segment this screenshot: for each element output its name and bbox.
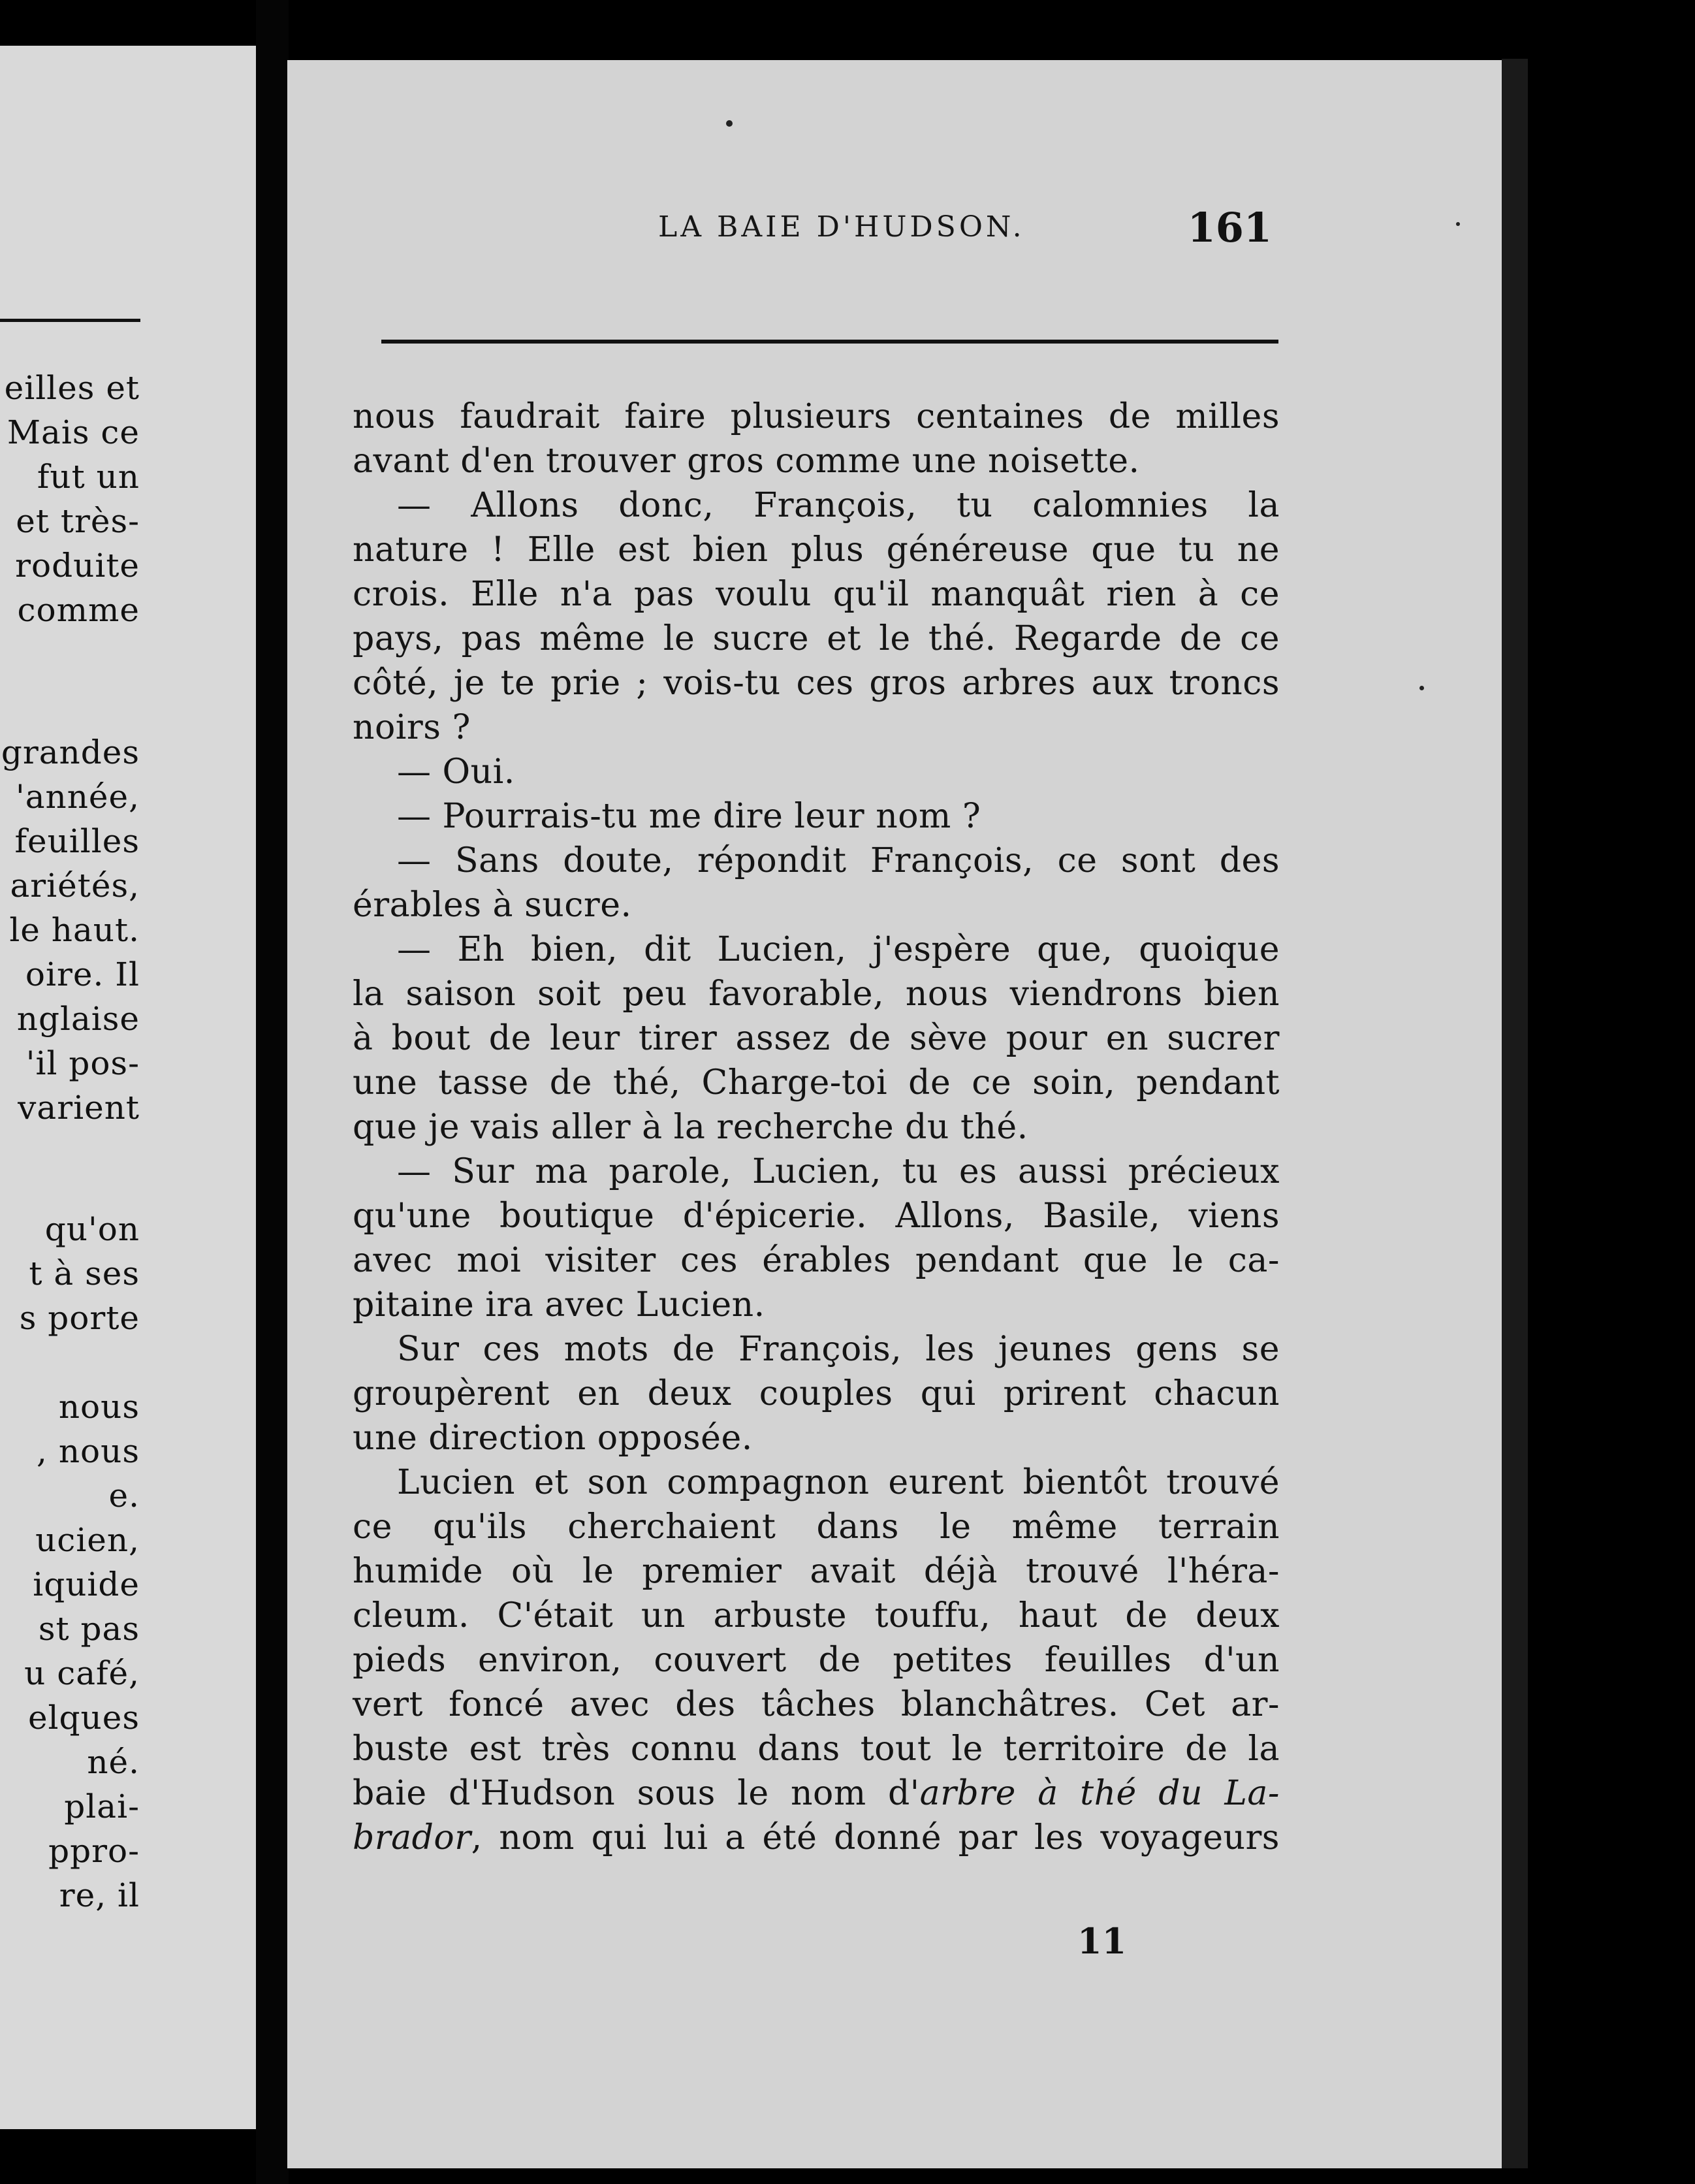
text-line: pieds environ, couvert de petites feuilles d'un [353, 1641, 1280, 1680]
scan-speck [1456, 222, 1460, 226]
previous-page-line: plai- [64, 1788, 140, 1825]
previous-page-line: comme [17, 591, 140, 629]
text-line: une tasse de thé, Charge-toi de ce soin, pendant [353, 1063, 1280, 1102]
previous-page-line: oire. Il [25, 956, 140, 993]
text-line: pitaine ira avec Lucien. [353, 1285, 765, 1325]
text-line: la saison soit peu favorable, nous viendrons bien [353, 974, 1280, 1014]
previous-page-line: qu'on [44, 1210, 140, 1248]
text-line: à bout de leur tirer assez de sève pour en sucrer [353, 1019, 1280, 1058]
previous-page-line: ppro- [48, 1832, 140, 1870]
text-line: groupèrent en deux couples qui prirent chacun [353, 1374, 1280, 1413]
book-gutter [256, 0, 289, 2184]
text-line: Lucien et son compagnon eurent bientôt trouvé [397, 1463, 1280, 1502]
text-line: vert foncé avec des tâches blanchâtres. Cet ar- [353, 1685, 1280, 1724]
text-line: — Eh bien, dit Lucien, j'espère que, quoique [397, 930, 1280, 969]
text-run: baie d'Hudson sous le nom d' [353, 1774, 920, 1813]
text-line [353, 1771, 1280, 1816]
text-line: nature ! Elle est bien plus généreuse que tu ne [353, 530, 1280, 570]
previous-page-line: t à ses [29, 1255, 140, 1293]
scan-speck [726, 120, 733, 127]
text-line: qu'une boutique d'épicerie. Allons, Basile, viens [353, 1196, 1280, 1236]
italic-phrase: arbre à thé du La- [919, 1774, 1280, 1813]
previous-page-line: et très- [16, 502, 140, 540]
previous-page-line: eilles et [4, 369, 140, 407]
previous-page-line: , nous [37, 1432, 140, 1470]
previous-page-line: fut un [37, 458, 140, 496]
text-run: , nom qui lui a été donné par les voyageurs [471, 1818, 1280, 1857]
previous-page-line: iquide [33, 1566, 140, 1603]
text-line: — Oui. [397, 752, 515, 792]
previous-page-line: Mais ce [7, 413, 140, 451]
scan-speck [1419, 686, 1424, 690]
page-edge-shadow [1502, 59, 1528, 2168]
previous-page-line: u café, [24, 1654, 140, 1692]
text-line: humide où le premier avait déjà trouvé l'héra- [353, 1552, 1280, 1591]
previous-page-line: s porte [19, 1299, 140, 1337]
page-number: 161 [1187, 204, 1272, 251]
text-line: avec moi visiter ces érables pendant que le ca- [353, 1241, 1280, 1280]
text-line: — Allons donc, François, tu calomnies la [397, 486, 1280, 525]
previous-page-line: ariétés, [10, 867, 140, 905]
previous-page-line: feuilles [14, 822, 140, 860]
previous-page-head-rule [0, 319, 140, 322]
text-line: cleum. C'était un arbuste touffu, haut de deux [353, 1596, 1280, 1635]
signature-mark: 11 [1077, 1920, 1127, 1962]
text-line: — Sans doute, répondit François, ce sont des [397, 841, 1280, 880]
text-line: nous faudrait faire plusieurs centaines de milles [353, 397, 1280, 436]
italic-phrase: brador [353, 1818, 471, 1857]
text-line: côté, je te prie ; vois-tu ces gros arbres aux troncs [353, 664, 1280, 703]
previous-page-line: 'il pos- [25, 1044, 140, 1082]
text-line [353, 1816, 1280, 1860]
text-line: buste est très connu dans tout le territoire de la [353, 1729, 1280, 1769]
page-text [353, 394, 1280, 1860]
header-rule [381, 340, 1278, 344]
text-line: noirs ? [353, 708, 471, 747]
previous-page-line: ucien, [35, 1521, 140, 1559]
previous-page-line: elques [27, 1699, 140, 1737]
previous-page-line: grandes [1, 733, 140, 771]
previous-page-line: nglaise [16, 1000, 140, 1038]
previous-page-line: le haut. [9, 911, 140, 949]
running-head [371, 204, 1272, 256]
previous-page-line: né. [87, 1743, 140, 1781]
text-line: Sur ces mots de François, les jeunes gens se [397, 1330, 1280, 1369]
previous-page-line: varient [18, 1089, 140, 1127]
previous-page-line: roduite [15, 547, 140, 585]
previous-page-line: nous [58, 1388, 140, 1426]
running-title: LA BAIE D'HUDSON. [658, 210, 1025, 244]
text-line: érables à sucre. [353, 886, 632, 925]
text-line: — Sur ma parole, Lucien, tu es aussi précieux [397, 1152, 1280, 1191]
text-line: avant d'en trouver gros comme une noisette. [353, 442, 1140, 481]
text-line: crois. Elle n'a pas voulu qu'il manquât rien à ce [353, 575, 1280, 614]
text-line: une direction opposée. [353, 1419, 753, 1458]
previous-page-line: st pas [38, 1610, 140, 1648]
text-line: — Pourrais-tu me dire leur nom ? [397, 797, 981, 836]
text-line: pays, pas même le sucre et le thé. Regarde de ce [353, 619, 1280, 658]
text-line: ce qu'ils cherchaient dans le même terrain [353, 1507, 1280, 1547]
previous-page-fragment [0, 46, 256, 2129]
previous-page-line: e. [108, 1477, 140, 1515]
previous-page-line: 'année, [15, 778, 140, 816]
previous-page-line: re, il [59, 1876, 140, 1914]
text-line: que je vais aller à la recherche du thé. [353, 1108, 1028, 1147]
